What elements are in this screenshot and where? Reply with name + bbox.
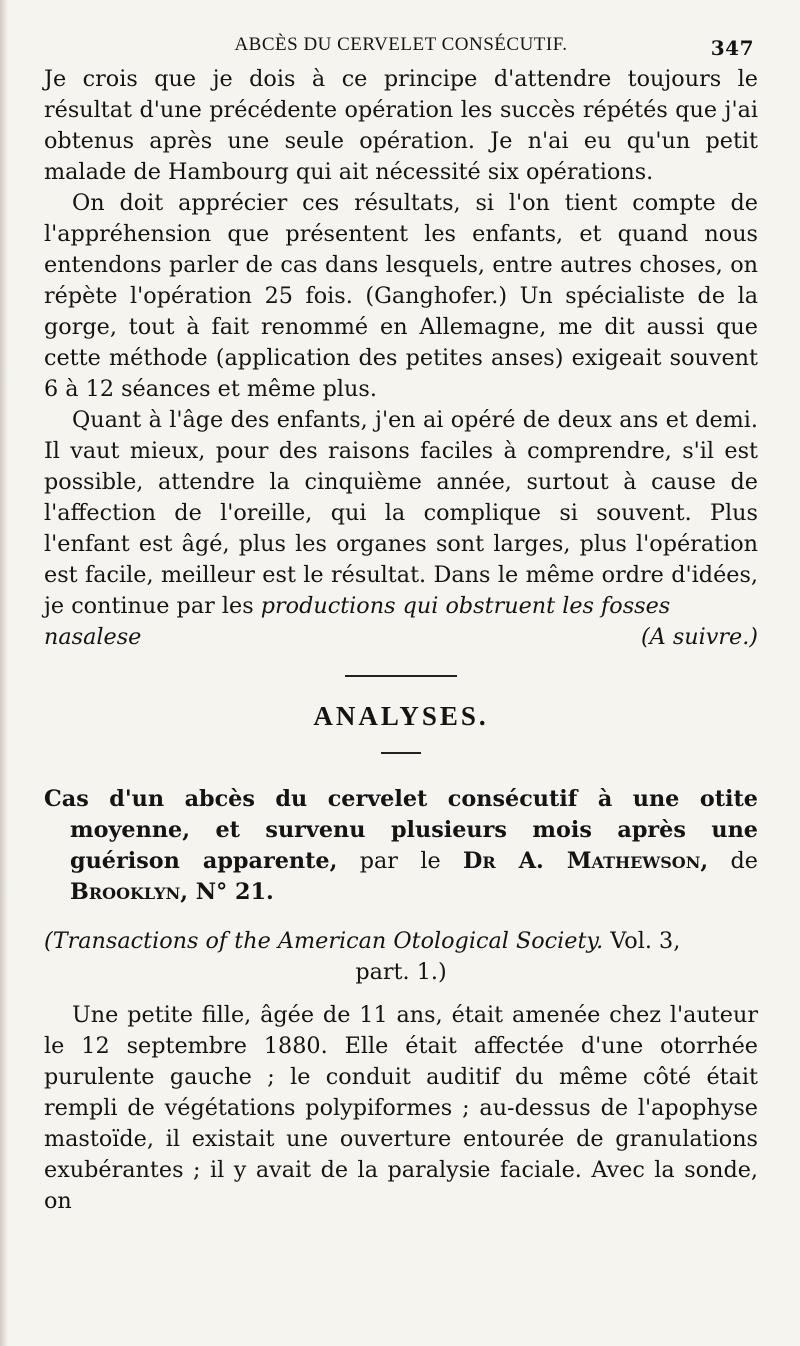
- paragraph-3-italic: productions qui obstruent les fosses: [260, 593, 671, 619]
- running-head: [44, 30, 758, 64]
- spacer: [44, 988, 758, 1000]
- source-journal: (Transactions of the American Otological Society.: [44, 928, 604, 954]
- paragraph-3-tail: [44, 622, 758, 653]
- article-number: N° 21.: [187, 879, 274, 905]
- source-volume: Vol. 3,: [603, 928, 681, 954]
- article-title-of: de: [708, 848, 758, 874]
- running-title: ABCÈS DU CERVELET CONSÉCUTIF.: [234, 34, 568, 55]
- section-title: ANALYSES.: [313, 701, 489, 731]
- source-part: part. 1.): [355, 959, 447, 985]
- article-author: Dr A. Mathewson,: [463, 848, 709, 874]
- paragraph-3: [44, 405, 758, 622]
- article-body: Une petite fille, âgée de 11 ans, était amenée chez l'auteur le 12 septembre 1880. Elle était affectée d'une otorrhée purulente gauche ; le conduit auditif du même côté était rempli de végétations polypiformes ; au-dessus de l'apophyse mastoïde, il existait une ouverture entourée de granulations exubérantes ; il y avait de la paralysie faciale. Avec la sonde, on: [44, 1002, 758, 1214]
- section-title-underline: [381, 752, 421, 754]
- to-follow-note: (A suivre.): [640, 624, 758, 650]
- article-place: Brooklyn,: [70, 879, 188, 905]
- paragraph-1: Je crois que je dois à ce principe d'attendre toujours le résultat d'une précédente opération les succès répétés que j'ai obtenus après une seule opération. Je n'ai eu qu'un petit malade de Hambourg qui ait nécessité six opérations.: [44, 66, 758, 185]
- page-number: 347: [710, 36, 754, 60]
- article-source: [44, 926, 758, 988]
- paragraph-3-text: Quant à l'âge des enfants, j'en ai opéré de deux ans et demi. Il vaut mieux, pour des raisons faciles à comprendre, s'il est possible, attendre la cinquième année, surtout à cause de l'affection de l'oreille, qui la complique si souvent. Plus l'enfant est âgé, plus les organes sont larges, plus l'opération est facile, meilleur est le résultat. Dans le même ordre d'idées, je continue par les: [44, 407, 758, 619]
- paragraph-3-last-word: nasalese: [44, 624, 142, 650]
- page-edge-shadow: [0, 0, 8, 1346]
- article-title-bold: Cas d'un abcès du cervelet consécutif à une otite moyenne, et survenu plusieurs mois après une guérison apparente,: [44, 786, 758, 874]
- paragraph-2: On doit apprécier ces résultats, si l'on tient compte de l'appréhension que présentent les enfants, et quand nous entendons parler de cas dans lesquels, entre autres choses, on répète l'opération 25 fois. (Ganghofer.) Un spécialiste de la gorge, tout à fait renommé en Allemagne, me dit aussi que cette méthode (application des petites anses) exigeait souvent 6 à 12 séances et même plus.: [44, 190, 758, 402]
- section-divider: [345, 675, 457, 677]
- article-title: [44, 784, 758, 908]
- article-title-by: par le: [337, 848, 464, 874]
